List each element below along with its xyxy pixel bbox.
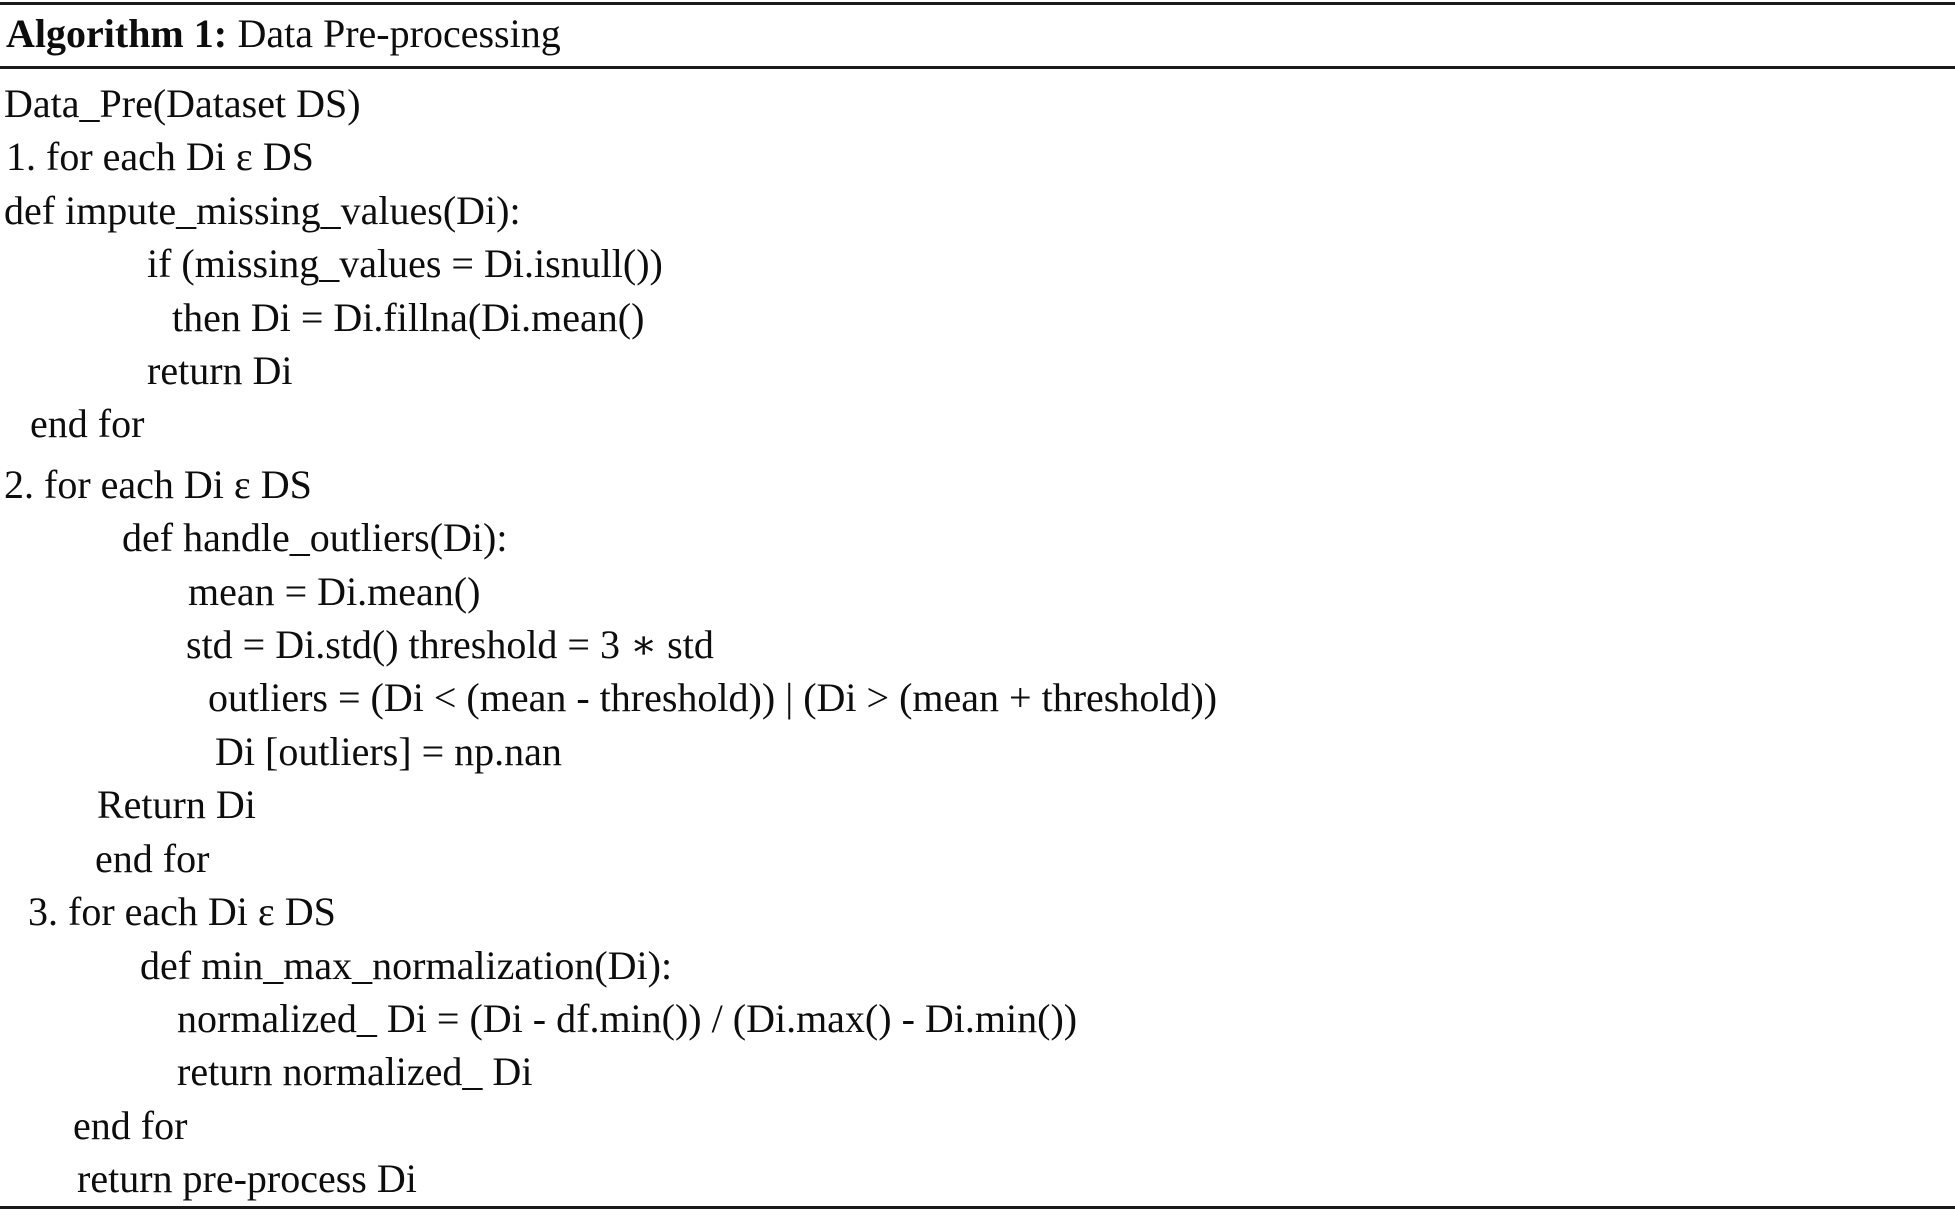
code-line: end for xyxy=(30,401,145,447)
pseudocode-body xyxy=(0,69,1955,1206)
code-line: return Di xyxy=(147,348,293,394)
code-line: return pre-process Di xyxy=(77,1156,417,1202)
code-line: def min_max_normalization(Di): xyxy=(140,942,673,988)
code-line: std = Di.std() threshold = 3 ∗ std xyxy=(186,622,714,668)
code-line: 3. for each Di ε DS xyxy=(28,889,336,935)
code-line: then Di = Di.fillna(Di.mean() xyxy=(172,294,645,340)
code-line: outliers = (Di < (mean - threshold)) | (Di > (mean + threshold)) xyxy=(208,675,1218,721)
code-line: if (missing_values = Di.isnull()) xyxy=(147,241,663,287)
code-line: end for xyxy=(95,835,210,881)
code-line: def handle_outliers(Di): xyxy=(122,515,508,561)
code-line: 2. for each Di ε DS xyxy=(4,461,312,507)
code-line: end for xyxy=(73,1102,188,1148)
algorithm-number-label: Algorithm 1: xyxy=(6,11,228,56)
algorithm-title: Data Pre-processing xyxy=(237,11,561,56)
code-line: 1. for each Di ε DS xyxy=(6,134,314,180)
code-line: def impute_missing_values(Di): xyxy=(4,187,521,233)
code-line: Data_Pre(Dataset DS) xyxy=(4,81,361,126)
bottom-rule-divider xyxy=(0,1206,1955,1209)
code-line: return normalized_ Di xyxy=(177,1049,533,1095)
code-line: normalized_ Di = (Di - df.min()) / (Di.max() - Di.min()) xyxy=(177,995,1078,1041)
code-line: mean = Di.mean() xyxy=(188,568,481,614)
code-line: Di [outliers] = np.nan xyxy=(215,728,562,774)
code-line: Return Di xyxy=(97,782,256,828)
algorithm-caption xyxy=(0,5,1955,66)
